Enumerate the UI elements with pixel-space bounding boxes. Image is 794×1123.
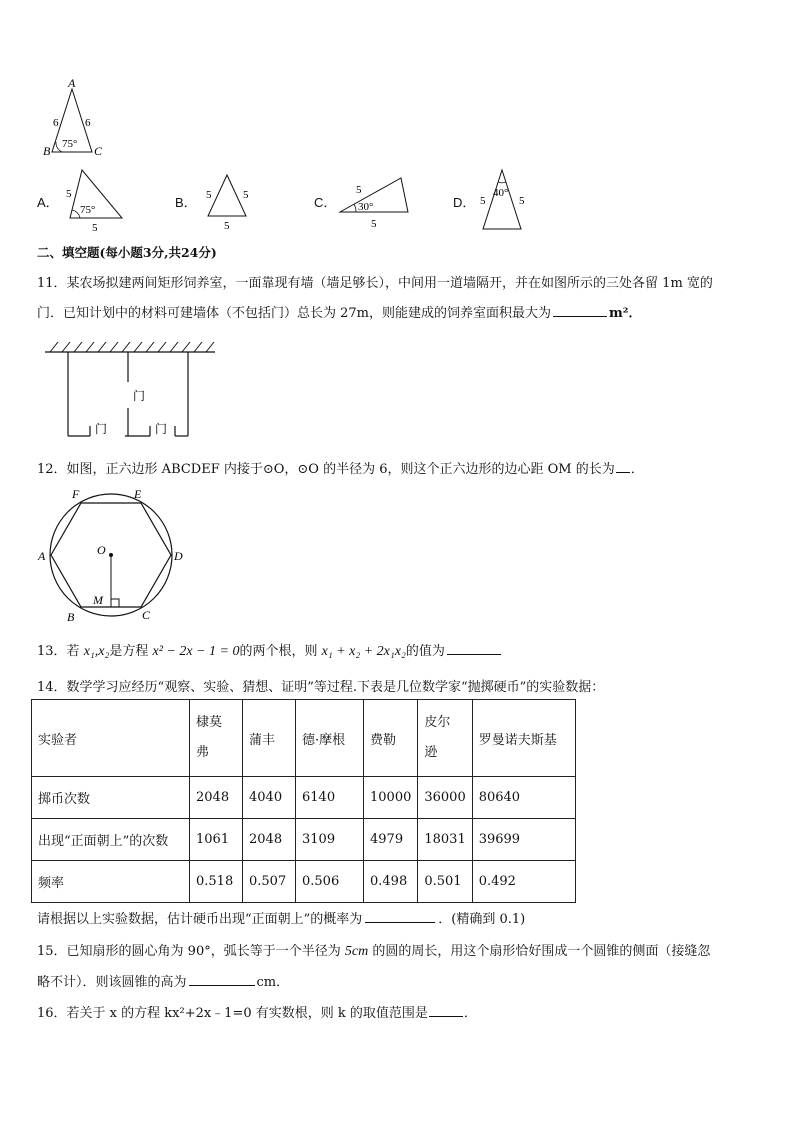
- q13-answer-blank[interactable]: [447, 642, 501, 655]
- option-a-side2: 5: [92, 222, 98, 234]
- q14-after: 请根据以上实验数据，估计硬币出现“正面朝上”的概率为 ．(精确到 0.1): [37, 912, 526, 927]
- option-a-angle: 75°: [80, 204, 96, 216]
- table-header-row: [32, 700, 576, 777]
- q12-label-b: B: [67, 610, 75, 624]
- top-triangle-figure: [40, 75, 110, 160]
- q11-line1: 11．某农场拟建两间矩形饲养室，一面靠现有墙（墙足够长），中间用一道墙隔开，并在如图所示的三处各留 1m 宽的: [37, 276, 713, 291]
- q11-figure: [40, 338, 220, 443]
- q15-line2: 略不计）．则该圆锥的高为 cm．: [37, 975, 290, 990]
- q11-door-middle: 门: [133, 389, 146, 403]
- header-cell: 实验者: [32, 700, 190, 777]
- option-c-side2: 5: [371, 218, 377, 230]
- q15-answer-blank[interactable]: [189, 973, 255, 986]
- option-c-angle: 30°: [358, 201, 374, 213]
- side-right-label: 6: [85, 117, 91, 129]
- vertex-b: B: [43, 144, 51, 158]
- q11-door-right: 门: [155, 422, 168, 436]
- q12-label-f: F: [72, 487, 80, 501]
- option-b-letter: B．: [175, 195, 197, 210]
- q11-door-left: 门: [95, 422, 108, 436]
- table-row: 频率 0.518 0.507 0.506 0.498 0.501 0.492: [32, 861, 576, 903]
- angle-label: 75°: [62, 138, 78, 150]
- q14-data-table: [31, 699, 576, 903]
- header-cell: 蒲丰: [243, 700, 296, 777]
- option-a-side1: 5: [66, 188, 72, 200]
- q12-figure: [34, 485, 194, 625]
- q11-line2: [37, 302, 764, 321]
- option-b-figure: [198, 168, 260, 232]
- q11-answer-blank[interactable]: [553, 304, 607, 317]
- side-left-label: 6: [53, 117, 59, 129]
- q15-radius: 5cm: [344, 944, 369, 959]
- option-d-angle: 40°: [493, 187, 509, 199]
- q13-expression: x₁ + x₂ + 2x₁x₂: [321, 644, 406, 659]
- option-a-figure: [62, 165, 132, 235]
- section-heading: 二、填空题(每小题3分,共24分): [37, 245, 217, 260]
- q12-label-d: D: [174, 549, 183, 563]
- vertex-a: A: [68, 76, 76, 90]
- option-b-side2: 5: [243, 189, 249, 201]
- table-row: 掷币次数 2048 4040 6140 10000 36000 80640: [32, 777, 576, 819]
- option-d-side1: 5: [480, 195, 486, 207]
- option-b-side3: 5: [224, 220, 230, 232]
- option-c-letter: C．: [314, 195, 337, 210]
- header-cell: 罗曼诺夫斯基: [472, 700, 575, 777]
- q12-label-m: M: [93, 593, 103, 607]
- header-cell: 棣莫弗: [190, 700, 243, 777]
- q12-text: 12．如图，正六边形 ABCDEF 内接于⊙O，⊙O 的半径为 6，则这个正六边形的边心距 OM 的长为: [37, 462, 615, 477]
- header-cell: 德·摩根: [296, 700, 364, 777]
- vertex-c: C: [94, 144, 103, 158]
- q16-answer-blank[interactable]: [429, 1004, 463, 1017]
- q15-line1: 15．已知扇形的圆心角为 90°，弧长等于一个半径为 5cm 的圆的周长，用这个扇形恰好围成一个圆锥的侧面（接缝忽: [37, 944, 711, 959]
- option-a-letter: A．: [37, 195, 59, 210]
- q12-line: 12．如图，正六边形 ABCDEF 内接于⊙O，⊙O 的半径为 6，则这个正六边形的边心距 OM 的长为 ．: [37, 462, 644, 477]
- q11-text: 门．已知计划中的材料可建墙体（不包括门）总长为 27m，则能建成的饲养室面积最大为: [37, 306, 552, 321]
- q12-label-o: O: [97, 543, 106, 557]
- option-c-side1: 5: [356, 184, 362, 196]
- q12-label-a: A: [38, 549, 46, 563]
- q12-label-c: C: [142, 608, 151, 622]
- header-cell: 皮尔逊: [418, 700, 472, 777]
- q14-intro: 14．数学学习应经历“观察、实验、猜想、证明”等过程.下表是几位数学家“抛掷硬币”的实验数据：: [37, 680, 605, 695]
- q13-equation: x² − 2x − 1 = 0: [152, 644, 240, 659]
- q12-answer-blank[interactable]: [616, 460, 630, 473]
- q13-line: 13．若 x₁,x₂是方程 x² − 2x − 1 = 0的两个根，则 x₁ + x₂ + 2x₁x₂的值为: [37, 640, 764, 660]
- option-d-side2: 5: [519, 195, 525, 207]
- header-cell: 费勒: [364, 700, 418, 777]
- option-b-side1: 5: [206, 189, 212, 201]
- q13-roots: x₁,x₂: [83, 644, 110, 659]
- q12-label-e: E: [134, 487, 142, 501]
- option-c-figure: [336, 170, 414, 232]
- q11-unit: m²．: [609, 306, 642, 321]
- option-d-letter: D．: [453, 195, 476, 210]
- q14-answer-blank[interactable]: [365, 910, 435, 923]
- q16-line: 16．若关于 x 的方程 kx²+2x﹣1=0 有实数根，则 k 的取值范围是 ．: [37, 1006, 477, 1021]
- option-d-figure: [475, 166, 533, 234]
- table-row: 出现“正面朝上”的次数 1061 2048 3109 4979 18031 39699: [32, 819, 576, 861]
